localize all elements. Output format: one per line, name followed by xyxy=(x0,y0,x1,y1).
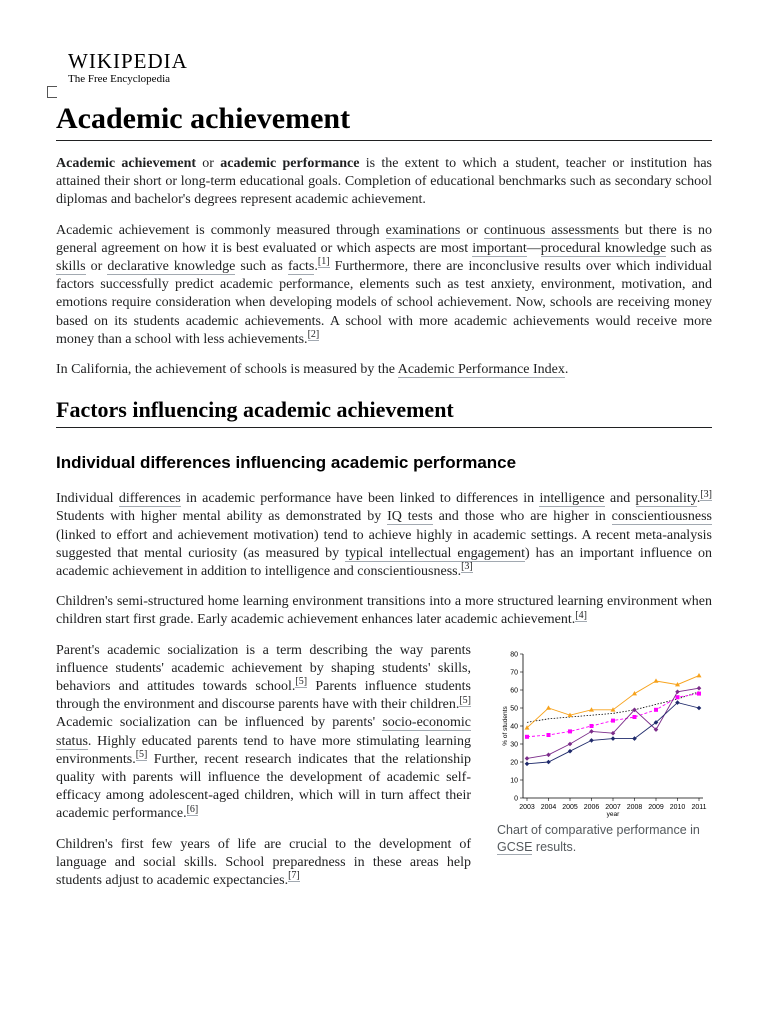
reference-4[interactable]: [4] xyxy=(575,609,587,621)
y-tick-label: 80 xyxy=(510,651,518,659)
link-examinations[interactable]: examinations xyxy=(385,222,461,238)
article-body xyxy=(56,155,712,902)
bold-term: Academic achievement xyxy=(56,156,197,171)
y-tick-label: 10 xyxy=(510,777,518,785)
series-navy-point xyxy=(525,761,530,766)
series-magenta-point xyxy=(654,707,658,711)
y-axis-label: % of students xyxy=(502,705,509,746)
series-orange-point xyxy=(697,673,702,677)
series-navy-point xyxy=(611,736,616,741)
reference-3[interactable]: [3] xyxy=(700,488,712,500)
series-navy-point xyxy=(589,738,594,743)
intro-paragraph-2: Academic achievement is commonly measured through examinations or continuous assessments but there is no general agreement on how it is best evaluated or which aspects are most important—procedural knowledge such as skills or declarative knowledge such as facts.[1] Furthermore, there are inconclusive results over which individual factors successfully predict academic performance, elements such as test anxiety, environment, motivation, and emotions require consideration when developing models of school achievement. Now, schools are receiving money based on its students academic achievements. A school with more academic achievements would receive more money than a school with less achievements.[2] xyxy=(56,222,712,347)
reference-1[interactable]: [1] xyxy=(317,256,330,268)
series-magenta-point xyxy=(611,718,615,722)
reference-5[interactable]: [5] xyxy=(295,676,308,688)
menu-icon[interactable] xyxy=(47,86,57,98)
x-tick-label: 2003 xyxy=(519,803,535,811)
series-orange-point xyxy=(654,678,659,682)
x-tick-label: 2007 xyxy=(605,803,621,811)
series-navy-point xyxy=(546,759,551,764)
y-tick-label: 50 xyxy=(510,705,518,713)
series-purple-point xyxy=(525,756,530,761)
figure-caption: Chart of comparative performance in GCSE results. xyxy=(497,822,700,854)
intro-paragraph-3: In California, the achievement of schools is measured by the Academic Performance Index. xyxy=(56,362,569,378)
bold-term: academic performance xyxy=(220,156,360,171)
series-orange-point xyxy=(546,705,551,709)
series-magenta-point xyxy=(697,691,701,695)
series-magenta-point xyxy=(525,734,529,738)
reference-5b[interactable]: [5] xyxy=(459,694,471,706)
series-magenta-point xyxy=(547,733,551,737)
section-heading-factors: Factors influencing academic achievement xyxy=(56,397,712,428)
x-tick-label: 2005 xyxy=(562,803,578,811)
link-facts[interactable]: facts xyxy=(287,259,315,275)
link-intelligence[interactable]: intelligence xyxy=(539,491,605,507)
series-purple-point xyxy=(697,686,702,691)
y-tick-label: 30 xyxy=(510,741,518,749)
wikipedia-logo[interactable] xyxy=(68,50,188,85)
series-magenta-point xyxy=(590,724,594,728)
series-purple-point xyxy=(568,741,573,746)
x-axis-label: year xyxy=(606,810,620,818)
paragraph-home-learning: Children's semi-structured home learning environment transitions into a more structured learning environment when children start first grade. Early academic achievement enhances later academic achievement.[4] xyxy=(56,594,712,628)
page-title: Academic achievement xyxy=(56,100,712,141)
wikipedia-tagline: The Free Encyclopedia xyxy=(68,73,171,85)
series-magenta-point xyxy=(676,695,680,699)
link-continuous-assessments[interactable]: continuous assessments xyxy=(483,222,619,238)
y-tick-label: 20 xyxy=(510,759,518,767)
paragraph-early-years: Children's first few years of life are crucial to the development of language and social skills. School preparedness in these areas help students adjust to academic expectancies.[7] xyxy=(56,836,471,889)
series-navy-point xyxy=(697,705,702,710)
gcse-chart[interactable] xyxy=(497,642,712,820)
link-skills[interactable]: skills xyxy=(56,259,86,275)
series-purple-line xyxy=(527,688,699,758)
wikipedia-wordmark: WIKIPEDIA xyxy=(68,49,188,73)
x-tick-label: 2008 xyxy=(626,803,643,811)
link-gcse[interactable]: GCSE xyxy=(497,839,533,854)
reference-2[interactable]: [2] xyxy=(307,329,320,341)
intro-paragraph-1: Academic achievement or academic performance is the extent to which a student, teacher or institution has attained their short or long-term educational goals. Completion of educational benchmarks such as secondary school diplomas and bachelor's degrees represent academic achievement. xyxy=(56,156,712,208)
y-tick-label: 60 xyxy=(510,687,518,695)
x-tick-label: 2004 xyxy=(540,803,557,811)
paragraph-academic-socialization: Parent's academic socialization is a term describing the way parents influence students' academic achievement by shaping students' skills, behaviors and attitudes towards school.[5] Parents influence students through the environment and discourse parents have with their children.[5] Academic socialization can be influenced by parents' socio-economic status. Highly educated parents tend to have more stimulating learning environments.[5] Further, recent research indicates that the relationship quality with parents will influence the development of academic self-efficacy among adolescent-aged children, which will in turn affect their academic performance.[6] xyxy=(56,642,472,822)
series-purple-point xyxy=(546,752,551,757)
series-purple-point xyxy=(589,729,594,734)
x-tick-label: 2006 xyxy=(583,803,600,811)
series-navy-point xyxy=(568,749,573,754)
link-important[interactable]: important xyxy=(472,240,527,256)
series-purple-point xyxy=(675,689,680,694)
x-tick-label: 2010 xyxy=(669,803,686,811)
link-differences[interactable]: differences xyxy=(118,491,181,507)
link-academic-performance-index[interactable]: Academic Performance Index xyxy=(397,362,565,378)
link-iq-tests[interactable]: IQ tests xyxy=(387,509,433,525)
paragraph-individual-differences: Individual differences in academic performance have been linked to differences in intelligence and personality.[3] Students with higher mental ability as demonstrated by IQ tests and those who are higher in conscientiousness (linked to effort and achievement motivation) tend to achieve highly in academic settings. A recent meta-analysis suggested that mental curiosity (as measured by typical intellectual engagement) has an important influence on academic achievement in addition to intelligence and conscientiousness.[3] xyxy=(56,488,712,580)
reference-6[interactable]: [6] xyxy=(186,803,199,815)
x-tick-label: 2011 xyxy=(691,803,707,811)
link-procedural-knowledge[interactable]: procedural knowledge xyxy=(540,240,667,256)
series-magenta-point xyxy=(633,715,637,719)
link-typical-intellectual-engagement[interactable]: typical intellectual engagement xyxy=(345,545,526,561)
link-declarative-knowledge[interactable]: declarative knowledge xyxy=(107,259,236,275)
series-magenta-point xyxy=(568,729,572,733)
gcse-chart-figure xyxy=(497,642,712,856)
y-tick-label: 70 xyxy=(510,669,518,677)
y-tick-label: 0 xyxy=(514,795,518,803)
link-socio-economic-status[interactable]: socio-economic status xyxy=(56,715,471,749)
link-conscientiousness[interactable]: conscientiousness xyxy=(611,509,712,525)
link-personality[interactable]: personality xyxy=(635,491,697,507)
reference-5c[interactable]: [5] xyxy=(135,749,148,761)
series-orange-point xyxy=(632,691,637,695)
reference-3b[interactable]: [3] xyxy=(461,561,473,573)
subsection-heading-individual: Individual differences influencing academic performance xyxy=(56,453,517,473)
y-tick-label: 40 xyxy=(510,723,518,731)
x-tick-label: 2009 xyxy=(648,803,664,811)
reference-7[interactable]: [7] xyxy=(288,870,300,882)
